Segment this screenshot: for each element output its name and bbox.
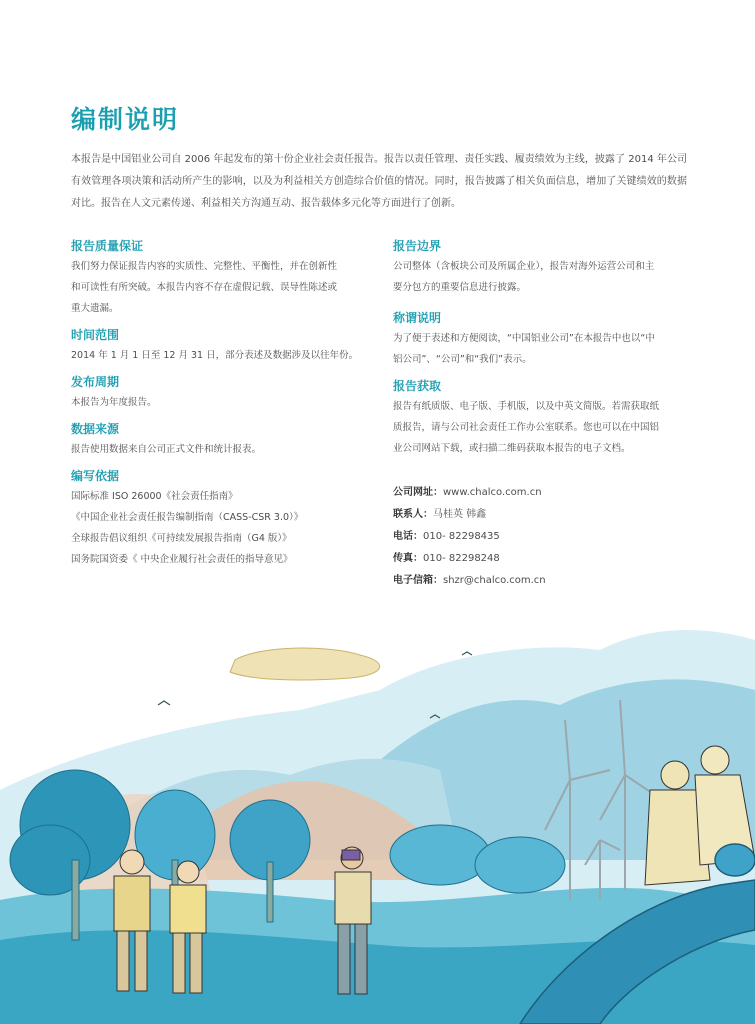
section-naming: [393, 308, 689, 370]
website-link[interactable]: www.chalco.com.cn: [443, 487, 542, 498]
section-quality: [71, 236, 371, 319]
section-title: 编写依据: [71, 469, 120, 483]
intro-paragraph: 本报告是中国铝业公司自 2006 年起发布的第十份企业社会责任报告。报告以责任管理、责任实践、履责绩效为主线，披露了 2014 年公司有效管理各项决策和活动所产生的影响，以及为利益相关方创造综合价值的情况。同时，报告披露了相关负面信息，增加了关键绩效的数据对比。报告在人文元素传递、利益相关方沟通互动、报告载体多元化等方面进行了创新。: [71, 154, 687, 209]
section-boundary: [393, 236, 689, 298]
section-line: 要分包方的重要信息进行披露。: [393, 282, 527, 293]
section-line: 铝公司”、“公司”和“我们”表示。: [393, 354, 532, 365]
contact-info: [393, 482, 689, 592]
section-line: 2014 年 1 月 1 日至 12 月 31 日，部分表述及数据涉及以往年份。: [71, 350, 359, 361]
section-line: 为了便于表述和方便阅读，“中国铝业公司”在本报告中也以“中: [393, 333, 655, 344]
contact-email: [393, 570, 689, 592]
contact-key: 传真：: [393, 553, 423, 564]
section-title: 报告质量保证: [71, 239, 144, 253]
contact-phone: [393, 526, 689, 548]
section-line: 国务院国资委《 中央企业履行社会责任的指导意见》: [71, 554, 293, 565]
section-line: 公司整体（含板块公司及所属企业），报告对海外运营公司和主: [393, 261, 655, 272]
section-title: 报告边界: [393, 239, 442, 253]
section-data-source: [71, 419, 371, 460]
section-line: 报告使用数据来自公司正式文件和统计报表。: [71, 444, 262, 455]
section-line: 质报告，请与公司社会责任工作办公室联系。您也可以在中国铝: [393, 422, 660, 433]
contact-key: 电子信箱：: [393, 575, 443, 586]
section-title: 数据来源: [71, 422, 120, 436]
page-title: 编制说明: [71, 105, 180, 134]
section-title: 时间范围: [71, 328, 120, 342]
contact-key: 电话：: [393, 531, 423, 542]
section-line: 报告有纸质版、电子版、手机版，以及中英文简版。若需获取纸: [393, 401, 660, 412]
section-access: [393, 376, 689, 459]
section-title: 称谓说明: [393, 311, 442, 325]
left-column: [71, 236, 371, 576]
contact-website: [393, 482, 689, 504]
contact-key: 联系人：: [393, 509, 433, 520]
section-title: 报告获取: [393, 379, 442, 393]
cloud: [230, 648, 380, 680]
section-time-range: [71, 325, 371, 366]
contact-value: 010- 82298248: [423, 553, 500, 564]
landscape-illustration: [0, 600, 755, 1024]
section-line: 我们努力保证报告内容的实质性、完整性、平衡性，并在创新性: [71, 261, 338, 272]
section-line: 业公司网站下载，或扫描二维码获取本报告的电子文档。: [393, 443, 631, 454]
section-line: 全球报告倡议组织《可持续发展报告指南（G4 版）》: [71, 533, 292, 544]
contact-key: 公司网址：: [393, 487, 443, 498]
email-link[interactable]: shzr@chalco.com.cn: [443, 575, 546, 586]
section-title: 发布周期: [71, 375, 120, 389]
section-line: 重大遗漏。: [71, 303, 119, 314]
section-basis: [71, 466, 371, 570]
section-line: 本报告为年度报告。: [71, 397, 157, 408]
contact-value: 010- 82298435: [423, 531, 500, 542]
contact-value: 马桂英 韩鑫: [433, 509, 487, 520]
right-column: [393, 236, 689, 465]
section-line: 和可读性有所突破。本报告内容不存在虚假记载、误导性陈述或: [71, 282, 338, 293]
section-cycle: [71, 372, 371, 413]
contact-person: [393, 504, 689, 526]
contact-fax: [393, 548, 689, 570]
section-line: 《中国企业社会责任报告编制指南（CASS-CSR 3.0）》: [71, 512, 304, 523]
section-line: 国际标准 ISO 26000《社会责任指南》: [71, 491, 238, 502]
